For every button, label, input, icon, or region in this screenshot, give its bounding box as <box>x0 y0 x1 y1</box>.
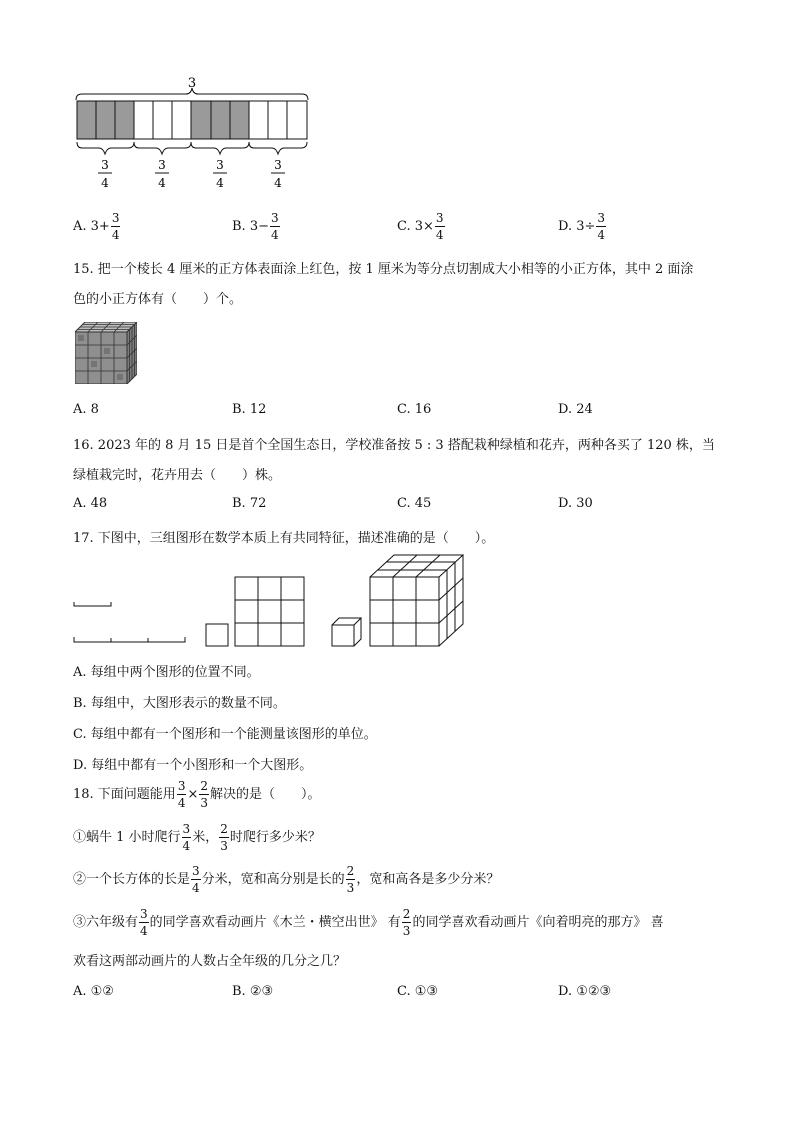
q16-option-a[interactable]: A. 48 <box>73 496 108 511</box>
q18-option-b[interactable]: B. ②③ <box>232 984 274 999</box>
bar-cells <box>77 101 307 139</box>
q18-option-d[interactable]: D. ①②③ <box>558 984 612 999</box>
fraction-bar-figure <box>70 70 320 195</box>
q14-option-a[interactable]: A. 3+ $\frac{3}{4}$ <box>73 211 120 242</box>
q15-stem-line2: 色的小正方体有（ ）个。 <box>73 292 243 307</box>
q18-option-a[interactable]: A. ①② <box>73 984 114 999</box>
q15-option-a[interactable]: A. 8 <box>73 402 99 417</box>
q14-option-c[interactable]: C. 3× $\frac{3}{4}$ <box>397 211 444 242</box>
long-segment <box>74 637 185 642</box>
unit-segment <box>74 602 111 606</box>
three-groups-figure <box>70 550 470 650</box>
q18-problem-3: ③六年级有 $\frac{3}{4}$ 的同学喜欢看动画片《木兰・横空出世》 有 $\frac{2}{3}$ 的同学喜欢看动画片《向着明亮的那方》 喜 <box>73 907 664 938</box>
painted-cube-image <box>75 322 137 384</box>
q17-option-b[interactable]: B. 每组中，大图形表示的数量不同。 <box>73 696 286 711</box>
brace-fraction-den: 4 <box>158 176 166 190</box>
q17-stem: 17. 下图中，三组图形在数学本质上有共同特征，描述准确的是（ ）。 <box>73 531 495 546</box>
q17-option-d[interactable]: D. 每组中都有一个小图形和一个大图形。 <box>73 758 313 773</box>
large-square <box>235 577 304 646</box>
brace-fraction-den: 4 <box>101 176 109 190</box>
q14-option-b[interactable]: B. 3− $\frac{3}{4}$ <box>232 211 279 242</box>
q18-stem: 18. 下面问题能用 $\frac{3}{4}$ × $\frac{2}{3}$ 解决的是（ ）。 <box>73 779 321 810</box>
q16-option-d[interactable]: D. 30 <box>558 496 593 511</box>
brace-fraction-num: 3 <box>274 158 282 172</box>
large-cube <box>370 555 463 646</box>
brace-fraction-num: 3 <box>101 158 109 172</box>
q15-option-b[interactable]: B. 12 <box>232 402 267 417</box>
brace-fraction-den: 4 <box>216 176 224 190</box>
q18-problem-1: ①蜗牛 1 小时爬行 $\frac{3}{4}$ 米， $\frac{2}{3}$ 时爬行多少米？ <box>73 822 321 853</box>
q14-option-d[interactable]: D. 3÷ $\frac{3}{4}$ <box>558 211 606 242</box>
brace-fraction-num: 3 <box>216 158 224 172</box>
q16-option-b[interactable]: B. 72 <box>232 496 267 511</box>
brace-fraction-num: 3 <box>158 158 166 172</box>
q16-stem-line1: 16. 2023 年的 8 月 15 日是首个全国生态日，学校准备按 5 : 3 搭配栽种绿植和花卉，两种各买了 120 株，当 <box>73 438 715 453</box>
q16-option-c[interactable]: C. 45 <box>397 496 432 511</box>
q18-option-c[interactable]: C. ①③ <box>397 984 439 999</box>
q17-option-c[interactable]: C. 每组中都有一个图形和一个能测量该图形的单位。 <box>73 727 377 742</box>
q16-stem-line2: 绿植栽完时，花卉用去（ ）株。 <box>73 468 282 483</box>
bar-total-label: 3 <box>187 76 197 91</box>
q15-option-d[interactable]: D. 24 <box>558 402 593 417</box>
q18-problem-2: ②一个长方体的长是 $\frac{3}{4}$ 分米，宽和高分别是长的 $\frac{2}{3}$ ，宽和高各是多少分米？ <box>73 864 500 895</box>
q17-option-a[interactable]: A. 每组中两个图形的位置不同。 <box>73 665 260 680</box>
unit-cube <box>332 618 361 646</box>
q15-option-c[interactable]: C. 16 <box>397 402 432 417</box>
q15-stem-line1: 15. 把一个棱长 4 厘米的正方体表面涂上红色，按 1 厘米为等分点切割成大小相等的小正方体，其中 2 面涂 <box>73 262 694 277</box>
q18-problem-3-line2: 欢看这两部动画片的人数占全年级的几分之几？ <box>73 954 347 969</box>
brace-fraction-den: 4 <box>274 176 282 190</box>
unit-square <box>206 624 228 646</box>
